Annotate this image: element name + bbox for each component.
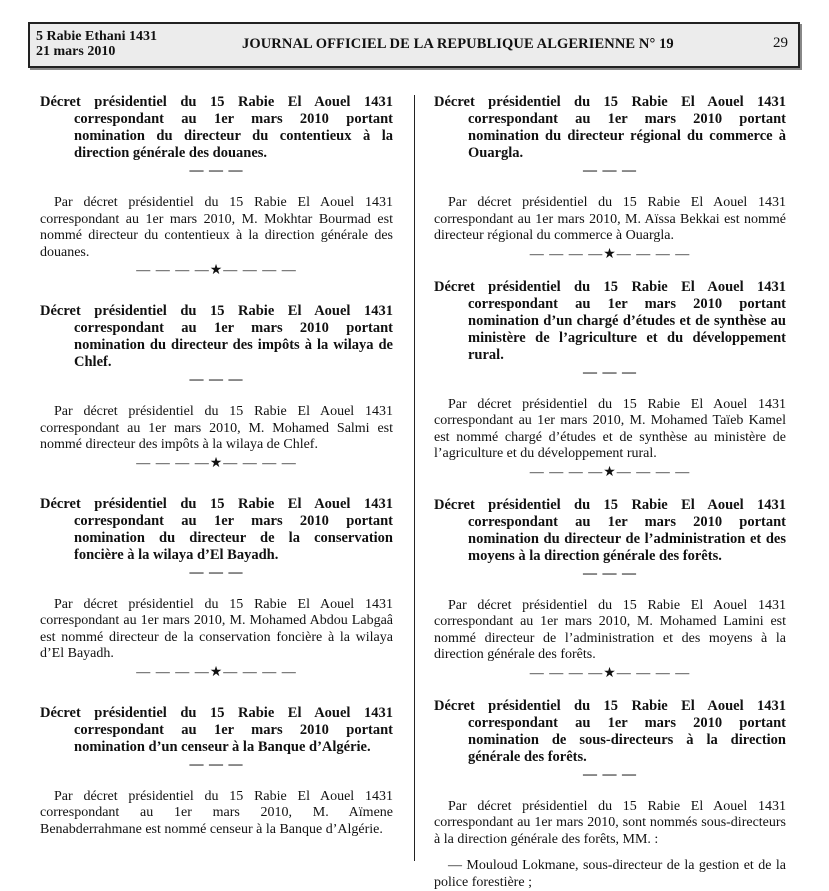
decree-body: Par décret présidentiel du 15 Rabie El Aouel 1431 correspondant au 1er mars 2010, M. Aïssa Bekkai est nommé directeur régional du commerce à Ouargla. (434, 195, 786, 245)
journal-title: JOURNAL OFFICIEL DE LA REPUBLIQUE ALGERIENNE N° 19 (242, 36, 674, 53)
decree-body: Par décret présidentiel du 15 Rabie El Aouel 1431 correspondant au 1er mars 2010, M. Mohamed Salmi est nommé directeur des impôts à la wilaya de Chlef. (40, 404, 393, 454)
star-separator: — — — —★— — — — (434, 465, 786, 481)
title-dash: — — — (40, 164, 393, 178)
decree-sous-directeurs-forets (434, 698, 786, 891)
decree-title: Décret présidentiel du 15 Rabie El Aouel 1431 correspondant au 1er mars 2010 portant nomination du directeur des impôts à la wilaya de Chlef. (40, 303, 393, 371)
title-dash: — — — (434, 366, 786, 380)
decree-body: Par décret présidentiel du 15 Rabie El Aouel 1431 correspondant au 1er mars 2010, M. Mohamed Taïeb Kamel est nommé chargé d’études et de synthèse au ministère de l’agriculture et du développement rural. (434, 397, 786, 463)
decree-commerce-ouargla (434, 94, 786, 263)
star-separator: — — — —★— — — — (40, 665, 393, 681)
title-dash: — — — (40, 758, 393, 772)
column-divider (414, 95, 415, 861)
decree-title: Décret présidentiel du 15 Rabie El Aouel 1431 correspondant au 1er mars 2010 portant nomination du directeur de la conservation foncière à la wilaya d’El Bayadh. (40, 496, 393, 564)
decree-body: Par décret présidentiel du 15 Rabie El Aouel 1431 correspondant au 1er mars 2010, M. Mokhtar Bourmad est nommé directeur du contentieux à la direction générale des douanes. (40, 195, 393, 261)
decree-contentieux-douanes (40, 94, 393, 279)
header-date (36, 29, 157, 59)
title-dash: — — — (40, 373, 393, 387)
left-column (40, 94, 393, 838)
decree-title: Décret présidentiel du 15 Rabie El Aouel 1431 correspondant au 1er mars 2010 portant nomination d’un censeur à la Banque d’Algérie. (40, 705, 393, 756)
decree-agriculture (434, 279, 786, 481)
decree-body: Par décret présidentiel du 15 Rabie El Aouel 1431 correspondant au 1er mars 2010, M. Mohamed Lamini est nommé directeur de l’administration et des moyens à la direction générale des forêts. (434, 598, 786, 664)
star-separator: — — — —★— — — — (434, 247, 786, 263)
right-column (434, 94, 786, 891)
title-dash: — — — (434, 164, 786, 178)
decree-title: Décret présidentiel du 15 Rabie El Aouel 1431 correspondant au 1er mars 2010 portant nomination de sous-directeurs à la direction générale des forêts. (434, 698, 786, 766)
decree-administration-forets (434, 497, 786, 682)
page-number: 29 (773, 35, 788, 52)
header-date-gregorian: 21 mars 2010 (36, 44, 157, 59)
decree-body: Par décret présidentiel du 15 Rabie El Aouel 1431 correspondant au 1er mars 2010, M. Aïmene Benabderrahmane est nommé censeur à la Banque d’Algérie. (40, 789, 393, 839)
decree-title: Décret présidentiel du 15 Rabie El Aouel 1431 correspondant au 1er mars 2010 portant nomination du directeur régional du commerce à Ouargla. (434, 94, 786, 162)
decree-title: Décret présidentiel du 15 Rabie El Aouel 1431 correspondant au 1er mars 2010 portant nomination d’un chargé d’études et de synthèse au ministère de l’agriculture et du développement rural. (434, 279, 786, 364)
title-dash: — — — (40, 566, 393, 580)
decree-body: Par décret présidentiel du 15 Rabie El Aouel 1431 correspondant au 1er mars 2010, M. Mohamed Abdou Labgaâ est nommé directeur de la conservation foncière à la wilaya d’El Bayadh. (40, 597, 393, 663)
decree-impots-chlef (40, 303, 393, 472)
star-separator: — — — —★— — — — (434, 666, 786, 682)
title-dash: — — — (434, 768, 786, 782)
decree-censeur-banque (40, 705, 393, 839)
appointee-item: — Mouloud Lokmane, sous-directeur de la gestion et de la police forestière ; (434, 858, 786, 891)
title-dash: — — — (434, 567, 786, 581)
decree-title: Décret présidentiel du 15 Rabie El Aouel 1431 correspondant au 1er mars 2010 portant nomination du directeur de l’administration et des moyens à la direction générale des forêts. (434, 497, 786, 565)
journal-header (28, 22, 800, 68)
decree-title: Décret présidentiel du 15 Rabie El Aouel 1431 correspondant au 1er mars 2010 portant nomination du directeur du contentieux à la direction générale des douanes. (40, 94, 393, 162)
decree-body: Par décret présidentiel du 15 Rabie El Aouel 1431 correspondant au 1er mars 2010, sont nommés sous-directeurs à la direction générale des forêts, MM. : (434, 799, 786, 849)
star-separator: — — — —★— — — — (40, 456, 393, 472)
decree-conservation-el-bayadh (40, 496, 393, 681)
star-separator: — — — —★— — — — (40, 263, 393, 279)
header-date-hijri: 5 Rabie Ethani 1431 (36, 29, 157, 44)
